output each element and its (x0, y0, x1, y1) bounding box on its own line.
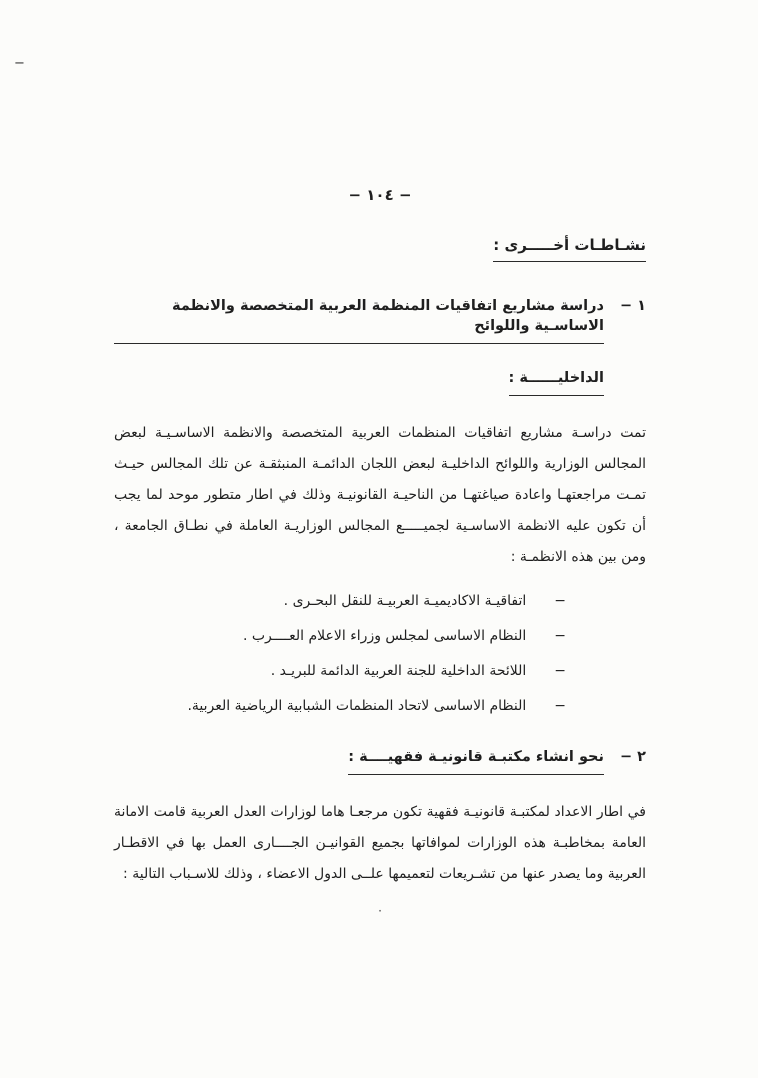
list-item-text: النظام الاساسى لمجلس وزراء الاعلام العــــرب . (242, 628, 527, 644)
item2-titles (114, 747, 604, 775)
item1-titles (114, 296, 604, 396)
item2-title: نحو انشاء مكتبـة قانونيـة فقهيــــة : (348, 747, 604, 775)
list-item (114, 696, 566, 717)
list-item (114, 591, 566, 612)
list-dash: − (554, 593, 566, 609)
list-item (114, 661, 566, 682)
corner-scan-mark: − (14, 56, 25, 71)
item1-list (114, 591, 566, 717)
item1-paragraph: تمت دراسـة مشاريع اتفاقيات المنظمات العربية المتخصصة والانظمة الاساسـيـة لبعض المجالس الوزارية واللوائح الداخليـة لبعض اللجان الدائمـة المنبثقـة عن تلك المجالس حيـث تمـت مراجعتهـا واعادة صياغتهـا من الناحيـة القانونيـة وذلك في اطار متطور موحد لما يجب أن تكون عليه الانظمة الاساسـية لجميـــــع المجالس الوزاريـة العاملة في نطـاق الجامعة ، ومن بين هذه الانظمـة : (114, 425, 646, 565)
list-dash: − (554, 663, 566, 679)
list-item-text: النظام الاساسى لاتحاد المنظمات الشبابية الرياضية العربية. (187, 698, 527, 714)
item2-number: ٢ − (619, 749, 646, 765)
item2-paragraph: في اطار الاعداد لمكتبـة قانونيـة فقهية تكون مرجعـا هاما لوزارات العدل العربية قامت الامانة العامة بمخاطبـة هذه الوزارات لموافاتها بجميع القوانيـن الجــــارى العمل بها في الاقطـار العربية وما يصدر عنها من تشـريعات لتعميمها علــى الدول الاعضاء ، وذلك للاسـباب التالية : (114, 804, 646, 882)
item2-header (114, 747, 646, 775)
list-item-text: اللائحة الداخلية للجنة العربية الدائمة للبريـد . (270, 663, 527, 679)
item1-title-line1: دراسة مشاريع اتفاقيات المنظمة العربية المتخصصة والانظمة الاساسـية واللوائح (114, 296, 604, 344)
list-item (114, 626, 566, 647)
item1-number: ١ − (619, 298, 646, 314)
page-number: − ١٠٤ − (348, 186, 412, 204)
section-heading-text: نشـاطـات أخـــــرى : (493, 236, 646, 262)
list-dash: − (554, 628, 566, 644)
list-dash: − (554, 698, 566, 714)
footer-scan-mark: · (378, 904, 382, 918)
item1-title-line2: الداخليــــــة : (509, 368, 604, 396)
item1-header (114, 296, 646, 396)
list-item-text: اتفاقيـة الاكاديميـة العربيـة للنقل البحـرى . (283, 593, 527, 609)
section-heading (114, 236, 646, 262)
